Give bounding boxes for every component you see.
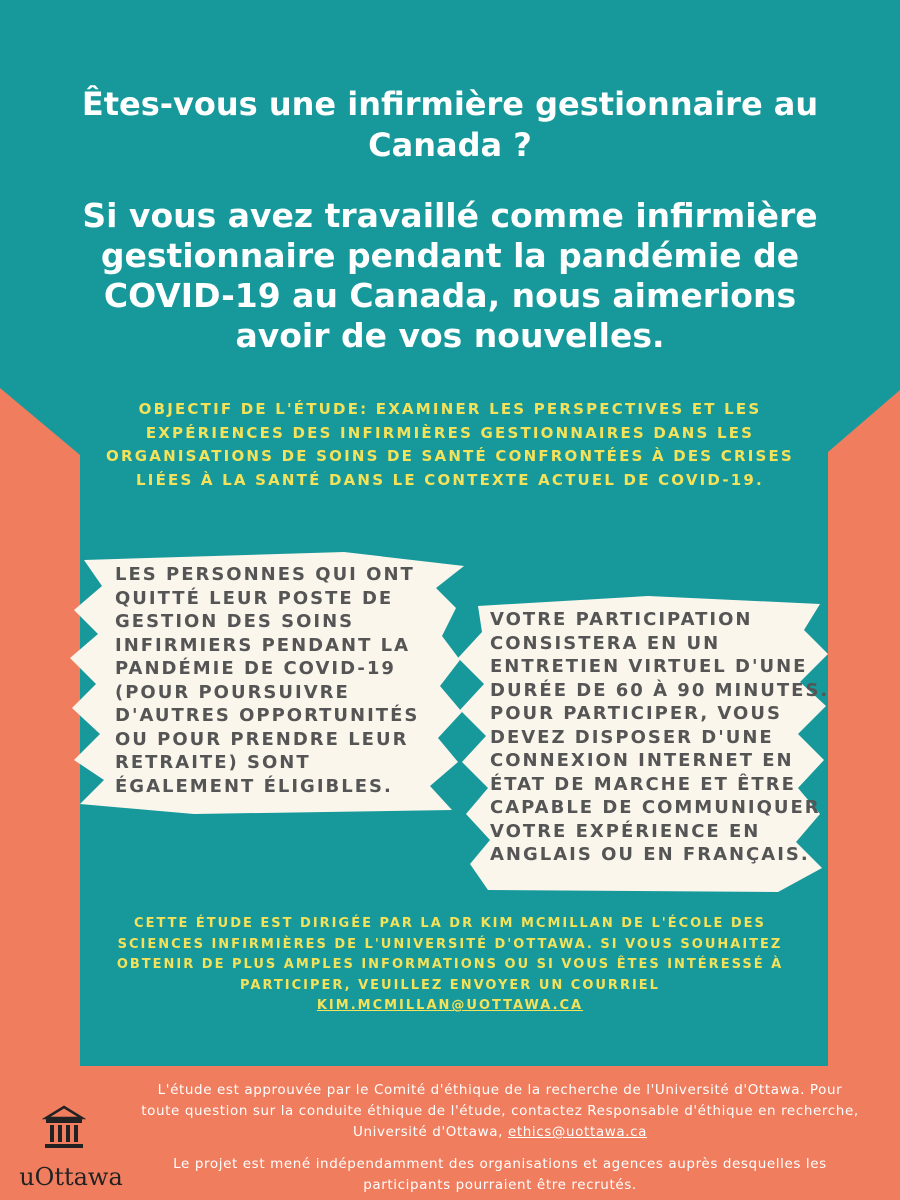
study-objective: OBJECTIF DE L'ÉTUDE: EXAMINER LES PERSPECTIVES ET LES EXPÉRIENCES DES INFIRMIÈRES GESTIONNAIRES DANS LES ORGANISATIONS DE SOINS DE SANTÉ CONFRONTÉES À DES CRISES LIÉES À LA SANTÉ DANS LE CONTEXTE ACTUEL DE COVID-19.	[106, 400, 794, 489]
uottawa-logo-text: uOttawa	[19, 1163, 123, 1191]
ethics-approval	[140, 1080, 860, 1143]
contact-email-link[interactable]: KIM.MCMILLAN@UOTTAWA.CA	[316, 998, 584, 1013]
headline-invitation: Si vous avez travaillé comme infirmière gestionnaire pendant la pandémie de COVID-19 au Canada, nous aimerions avoir de vos nouvelles.	[82, 196, 818, 355]
contact-text: CETTE ÉTUDE EST DIRIGÉE PAR LA DR KIM MCMILLAN DE L'ÉCOLE DES SCIENCES INFIRMIÈRES DE L'UNIVERSITÉ D'OTTAWA. SI VOUS SOUHAITEZ OBTENIR DE PLUS AMPLES INFORMATIONS OU SI VOUS ÊTES INTÉRESSÉ À PARTICIPER, VEUILLEZ ENVOYER UN COURRIEL	[116, 916, 784, 993]
independence-note: Le projet est mené indépendamment des organisations et agences auprès desquelles les participants pourraient être recrutés.	[173, 1156, 827, 1193]
participation-details: VOTRE PARTICIPATION CONSISTERA EN UN ENTRETIEN VIRTUEL D'UNE DURÉE DE 60 À 90 MINUTES. POUR PARTICIPER, VOUS DEVEZ DISPOSER D'UNE CONNEXION INTERNET EN ÉTAT DE MARCHE ET ÊTRE CAPABLE DE COMMUNIQUER VOTRE EXPÉRIENCE EN ANGLAIS OU EN FRANÇAIS.	[490, 609, 830, 865]
ethics-text: L'étude est approuvée par le Comité d'éthique de la recherche de l'Université d'Ottawa. Pour toute question sur la conduite éthique de l'étude, contactez Responsable d'éthique en recherche, Université d'Ottawa,	[141, 1082, 859, 1140]
ethics-email-link[interactable]: ethics@uottawa.ca	[507, 1124, 648, 1140]
contact-section	[92, 914, 808, 1017]
building-icon	[42, 1104, 86, 1152]
headline-question: Êtes-vous une infirmière gestionnaire au Canada ?	[81, 85, 819, 164]
eligibility-note: LES PERSONNES QUI ONT QUITTÉ LEUR POSTE DE GESTION DES SOINS INFIRMIERS PENDANT LA PANDÉMIE DE COVID-19 (POUR POURSUIVRE D'AUTRES OPPORTUNITÉS OU POUR PRENDRE LEUR RETRAITE) SONT ÉGALEMENT ÉLIGIBLES.	[115, 564, 420, 797]
